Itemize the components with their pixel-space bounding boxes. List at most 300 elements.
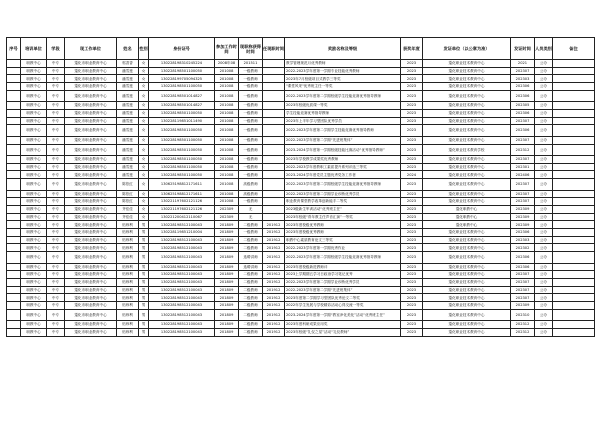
table-cell	[7, 221, 21, 229]
table-row	[7, 205, 595, 213]
table-cell: 柘炜利	[117, 236, 139, 244]
table-cell: 2023	[401, 75, 423, 83]
table-cell: 一级教师	[239, 67, 263, 75]
table-cell	[7, 60, 21, 68]
table-cell: 女	[139, 83, 149, 91]
table-cell: 职教中心	[21, 67, 47, 75]
table-row	[7, 321, 595, 329]
table-cell: 公办	[535, 294, 553, 302]
table-cell	[263, 83, 285, 91]
table-cell: 中专	[47, 213, 65, 221]
table-cell: 男	[139, 229, 149, 237]
table-row	[7, 309, 595, 321]
table-cell: 郭香香	[117, 60, 139, 68]
table-cell: 2022-2023学年度第二学期学生技能竞赛优秀指导教师	[285, 125, 401, 137]
table-cell	[7, 75, 21, 83]
table-cell: 202306	[511, 252, 535, 264]
table-cell	[7, 252, 21, 264]
table-cell: 202305	[511, 102, 535, 110]
table-cell: 2023	[401, 163, 423, 171]
table-cell	[553, 75, 595, 83]
table-cell: 201008	[215, 67, 239, 75]
table-cell: 柘炜利	[117, 263, 139, 271]
table-cell: 二级教师	[239, 294, 263, 302]
table-cell: 202306	[511, 229, 535, 237]
table-cell: 130228198512100043	[149, 236, 215, 244]
table-cell: 潘雪莲	[117, 125, 139, 137]
table-cell	[7, 205, 21, 213]
table-cell: 齐佳佳	[117, 205, 139, 213]
table-cell: 202406	[511, 171, 535, 179]
table-cell: 职教中心	[21, 60, 47, 68]
table-row	[7, 252, 595, 264]
table-cell: 2023	[401, 136, 423, 144]
table-cell	[553, 179, 595, 191]
table-cell	[553, 163, 595, 171]
table-cell: 职教中心	[21, 302, 47, 310]
table-cell: 2023-2024学年度党员主题优秀党务工作者	[285, 171, 401, 179]
table-cell: 蓬化市职业教育中心	[65, 144, 117, 156]
table-cell: 公办	[535, 102, 553, 110]
table-cell	[553, 321, 595, 329]
column-header: 备注	[553, 38, 595, 60]
table-cell: 130228198512100043	[149, 252, 215, 264]
table-cell: 柘炜利	[117, 309, 139, 321]
table-cell: 2022-2023学年度第二学期学业诊断优秀学员	[285, 190, 401, 198]
table-row	[7, 213, 595, 221]
table-cell: 中专	[47, 125, 65, 137]
table-cell: 130228198501100050	[149, 171, 215, 179]
table-cell	[263, 156, 285, 164]
table-row	[7, 67, 595, 75]
table-cell: 职教中心	[21, 171, 47, 179]
table-cell: 2023	[401, 263, 423, 271]
table-cell	[553, 286, 595, 294]
table-cell: 2023	[401, 244, 423, 252]
table-cell	[553, 136, 595, 144]
table-cell: 130228119851210004	[149, 229, 215, 237]
table-cell	[553, 60, 595, 68]
table-cell: 公办	[535, 198, 553, 206]
table-row	[7, 328, 595, 336]
table-cell: 130228198310245224	[149, 60, 215, 68]
table-cell	[553, 156, 595, 164]
table-cell: 2022-2023学年度第二学期学业诊断优秀学员	[285, 278, 401, 286]
table-cell: 蓬化职业技术教育中心	[423, 321, 511, 329]
table-cell: 中专	[47, 90, 65, 102]
table-cell: 202312	[511, 328, 535, 336]
table-cell	[263, 198, 285, 206]
table-cell	[553, 125, 595, 137]
table-cell: 202309	[215, 213, 239, 221]
table-cell: 201912	[263, 229, 285, 237]
table-cell: 女	[139, 109, 149, 117]
table-cell: 潘雪莲	[117, 102, 139, 110]
table-row	[7, 221, 595, 229]
table-cell: 蓬化职业技术教育中心	[423, 294, 511, 302]
table-cell: 公办	[535, 286, 553, 294]
table-cell: 公办	[535, 252, 553, 264]
table-cell: 职教中心	[21, 125, 47, 137]
table-cell	[263, 102, 285, 110]
table-cell	[553, 171, 595, 179]
table-cell: 蓬化职业技术教育中心	[423, 117, 511, 125]
table-cell: 柘炜利	[117, 271, 139, 279]
table-cell: 蓬化市职业教育中心	[65, 90, 117, 102]
table-cell: 职教中心	[21, 294, 47, 302]
table-cell: 202307	[511, 271, 535, 279]
table-cell: 公办	[535, 156, 553, 164]
table-row	[7, 144, 595, 156]
table-cell: 蓬化职业技术教育中心	[423, 102, 511, 110]
table-cell: 职教中心	[21, 271, 47, 279]
table-cell: 公办	[535, 205, 553, 213]
table-cell	[553, 144, 595, 156]
table-cell: 蓬化市职业教育中心	[65, 190, 117, 198]
table-cell: 2023年校级优质课一等奖	[285, 102, 401, 110]
table-cell: 201008	[215, 144, 239, 156]
table-cell: 中专	[47, 244, 65, 252]
table-cell: 2023	[401, 294, 423, 302]
table-cell: 2023	[401, 83, 423, 91]
table-cell: 2023年度科研成果应用奖	[285, 321, 401, 329]
table-cell: 2023	[401, 309, 423, 321]
table-cell: 二级教师	[239, 321, 263, 329]
table-cell: 201809	[215, 286, 239, 294]
table-cell: 蓬化市职业教育中心	[65, 205, 117, 213]
table-cell: 2023年度校级优秀教师	[285, 221, 401, 229]
table-cell: 中专	[47, 271, 65, 279]
table-cell: 柘炜利	[117, 286, 139, 294]
table-cell: 202307	[511, 117, 535, 125]
table-row	[7, 75, 595, 83]
table-cell: 公办	[535, 117, 553, 125]
table-cell: 中专	[47, 109, 65, 117]
table-cell: 蓬化市职业教育中心	[65, 328, 117, 336]
table-cell: 一级教师	[239, 83, 263, 91]
table-cell: 女	[139, 75, 149, 83]
table-cell: 陈依红	[117, 198, 139, 206]
table-cell	[7, 109, 21, 117]
table-cell	[263, 109, 285, 117]
table-cell: 201912	[263, 236, 285, 244]
column-header: 参加工作时间	[215, 38, 239, 60]
table-cell	[7, 179, 21, 191]
table-cell: 公办	[535, 302, 553, 310]
table-cell: 蓬化市职业教育中心	[65, 198, 117, 206]
table-cell: 中专	[47, 252, 65, 264]
table-cell: 2023年校级“礼仪之星”活动“礼仪教师”	[285, 328, 401, 336]
table-cell: 女	[139, 179, 149, 191]
table-cell: 二级教师	[239, 328, 263, 336]
table-cell: 职教中心	[21, 117, 47, 125]
table-cell: 柘炜利	[117, 252, 139, 264]
table-cell: 201008	[215, 109, 239, 117]
table-cell	[263, 179, 285, 191]
table-cell: 蓬化职业技术教育中心	[423, 286, 511, 294]
table-cell: 职教中心	[21, 278, 47, 286]
table-cell	[553, 271, 595, 279]
table-cell: 男	[139, 263, 149, 271]
table-cell: 蓬化职业技术教育中心	[423, 328, 511, 336]
table-row	[7, 286, 595, 294]
table-row	[7, 179, 595, 191]
table-row	[7, 163, 595, 171]
table-cell: 201008	[215, 163, 239, 171]
table-cell: 2023	[401, 236, 423, 244]
table-cell: 职教中心	[21, 263, 47, 271]
table-cell: 201912	[263, 302, 285, 310]
table-cell	[7, 136, 21, 144]
table-cell: 公办	[535, 190, 553, 198]
table-cell: 中专	[47, 302, 65, 310]
table-cell: 蓬化市职业教育中心	[65, 67, 117, 75]
table-cell: 2022-2023学年度第一学期优秀作业	[285, 244, 401, 252]
table-cell: 中专	[47, 171, 65, 179]
table-cell	[553, 109, 595, 117]
table-cell: 中专	[47, 75, 65, 83]
table-row	[7, 229, 595, 237]
table-cell: 中专	[47, 278, 65, 286]
table-cell: 蓬化职业技术教育中心	[423, 198, 511, 206]
table-cell: 公办	[535, 229, 553, 237]
table-cell: 职教中心	[21, 328, 47, 336]
table-cell	[553, 90, 595, 102]
table-cell: 蓬化市职业教育中心	[65, 286, 117, 294]
table-cell: 201809	[215, 236, 239, 244]
table-cell: 潘雪莲	[117, 144, 139, 156]
table-cell: 201008	[215, 136, 239, 144]
table-cell: 202309	[511, 221, 535, 229]
table-cell	[263, 205, 285, 213]
table-cell: 蓬化职业技术教育中心	[423, 83, 511, 91]
table-cell: 蓬化市职业教育中心	[65, 213, 117, 221]
table-cell	[7, 144, 21, 156]
table-cell: 2022-2023学年度第二学期校级学生技能竞赛优秀指导教师	[285, 252, 401, 264]
table-cell	[7, 213, 21, 221]
table-cell	[263, 90, 285, 102]
table-cell: 202309	[511, 205, 535, 213]
table-cell	[7, 244, 21, 252]
table-cell: 2023	[401, 271, 423, 279]
table-cell: 201912	[263, 221, 285, 229]
table-cell: 职教中心	[21, 190, 47, 198]
table-cell	[553, 83, 595, 91]
table-cell: 公办	[535, 271, 553, 279]
column-header: 发证时间	[511, 38, 535, 60]
table-cell: 教学管理规范月优秀教师	[285, 60, 401, 68]
table-cell: 130228198501100050	[149, 163, 215, 171]
table-cell: 202307	[511, 286, 535, 294]
table-cell: 中专	[47, 190, 65, 198]
table-cell: 二级教师	[239, 302, 263, 310]
table-cell: 女	[139, 163, 149, 171]
table-cell: 二级教师	[239, 221, 263, 229]
table-cell	[263, 144, 285, 156]
table-cell: 202302	[511, 244, 535, 252]
table-cell: 202309	[215, 205, 239, 213]
table-cell	[553, 213, 595, 221]
table-cell	[553, 67, 595, 75]
column-header: 奖励名称及等级	[285, 38, 401, 60]
table-cell: 公办	[535, 163, 553, 171]
table-cell	[263, 163, 285, 171]
table-cell: 公办	[535, 109, 553, 117]
table-cell: 蓬化职业技术教育中心	[423, 171, 511, 179]
table-cell: 2023	[401, 117, 423, 125]
table-cell: 201912	[263, 309, 285, 321]
table-row	[7, 263, 595, 271]
table-cell	[553, 302, 595, 310]
table-cell: 2021	[511, 60, 535, 68]
table-cell: 2023	[401, 205, 423, 213]
table-cell: 蓬化市职业教育中心	[65, 60, 117, 68]
table-cell: 职教中心	[21, 75, 47, 83]
table-cell: 202306	[511, 109, 535, 117]
table-row	[7, 60, 595, 68]
table-cell	[7, 171, 21, 179]
table-cell: 陈依红	[117, 190, 139, 198]
table-cell	[7, 198, 21, 206]
table-cell	[263, 117, 285, 125]
table-cell: 130625198812171611	[149, 179, 215, 191]
table-cell: 202306	[511, 125, 535, 137]
table-cell	[7, 321, 21, 329]
table-cell: 中专	[47, 156, 65, 164]
table-cell: 学生技能竞赛优秀指导教师	[285, 109, 401, 117]
table-cell: 男	[139, 294, 149, 302]
table-cell: 蓬化职业技术教育中心	[423, 271, 511, 279]
table-cell: 选聘讲师	[239, 263, 263, 271]
table-cell: 一级教师	[239, 102, 263, 110]
table-cell: 202306	[511, 90, 535, 102]
table-row	[7, 171, 595, 179]
table-cell: 201809	[215, 271, 239, 279]
table-cell: 2023年度第二学期学习型团队优秀论文二等奖	[285, 294, 401, 302]
table-cell: 职业教育课堂教学改革创新能手二等奖	[285, 198, 401, 206]
table-cell: 130228198512100043	[149, 244, 215, 252]
table-cell: 201912	[263, 244, 285, 252]
table-cell: 蓬化市职业教育中心	[65, 252, 117, 264]
table-cell: 柘炜利	[117, 221, 139, 229]
table-cell: 130228198512100043	[149, 286, 215, 294]
table-cell	[7, 190, 21, 198]
table-cell: 2023级新生军训活动“优秀班主任”	[285, 205, 401, 213]
table-cell: 2023	[401, 321, 423, 329]
table-cell: 2023年学校教学成果奖优秀教师	[285, 156, 401, 164]
table-cell: 2023	[401, 125, 423, 137]
table-cell: 202307	[511, 278, 535, 286]
table-cell: 选聘讲师	[239, 252, 263, 264]
table-cell: 一级教师	[239, 109, 263, 117]
table-cell: 公办	[535, 278, 553, 286]
table-cell: 202307	[511, 198, 535, 206]
table-cell	[7, 102, 21, 110]
table-cell: 202307	[511, 179, 535, 191]
table-cell: 201008	[215, 156, 239, 164]
table-cell: 201809	[215, 294, 239, 302]
table-cell: 201912	[263, 263, 285, 271]
table-cell: 中专	[47, 163, 65, 171]
table-cell: 130228119851011490	[149, 117, 215, 125]
table-cell: 130228198512100043	[149, 263, 215, 271]
table-cell: 202306	[511, 83, 535, 91]
table-cell: 2023	[401, 179, 423, 191]
table-cell: 女	[139, 136, 149, 144]
table-cell: 蓬化职业技术教育中心	[423, 156, 511, 164]
table-cell: 职教中心	[21, 286, 47, 294]
table-cell: 公办	[535, 321, 553, 329]
table-cell: 职教中心	[21, 205, 47, 213]
table-cell: 一级教师	[239, 163, 263, 171]
table-cell: 130228198501100050	[149, 144, 215, 156]
table-cell: 公办	[535, 171, 553, 179]
table-cell: 201912	[263, 328, 285, 336]
column-header: 人员类别	[535, 38, 553, 60]
table-cell: 柘炜利	[117, 294, 139, 302]
table-cell: 蓬化市职业教育中心	[65, 236, 117, 244]
table-cell: 职教中心	[21, 213, 47, 221]
table-cell	[7, 117, 21, 125]
table-cell: 一级教师	[239, 171, 263, 179]
table-row	[7, 236, 595, 244]
table-cell: 蓬化职业技术教育中心	[423, 179, 511, 191]
table-cell: 公办	[535, 136, 553, 144]
table-cell: 职教中心	[21, 156, 47, 164]
table-cell	[553, 198, 595, 206]
table-cell: 蓬化职教中心	[423, 221, 511, 229]
table-cell: 202309	[511, 213, 535, 221]
table-cell: 201912	[263, 286, 285, 294]
table-cell	[553, 309, 595, 321]
table-cell: 201008	[215, 198, 239, 206]
table-cell: 2023	[401, 109, 423, 117]
table-cell: 201809	[215, 328, 239, 336]
table-row	[7, 198, 595, 206]
table-cell	[553, 221, 595, 229]
table-cell	[553, 102, 595, 110]
table-cell	[263, 190, 285, 198]
table-cell: 二级教师	[239, 236, 263, 244]
table-cell: 无	[239, 205, 263, 213]
table-cell	[553, 252, 595, 264]
table-cell: 公办	[535, 221, 553, 229]
table-row	[7, 302, 595, 310]
table-cell: 蓬化职业技术教育中心	[423, 252, 511, 264]
table-cell	[553, 244, 595, 252]
column-header: 任现职时间	[263, 38, 285, 60]
table-cell	[7, 328, 21, 336]
table-row	[7, 125, 595, 137]
table-cell: 蓬化职业技术教育中心	[423, 67, 511, 75]
table-cell: 2023	[401, 67, 423, 75]
table-cell: 一级教师	[239, 229, 263, 237]
table-cell: 130228198512100043	[149, 271, 215, 279]
table-cell: 202307	[511, 67, 535, 75]
table-row	[7, 90, 595, 102]
table-cell: 一级教师	[239, 198, 263, 206]
table-cell: 女	[139, 198, 149, 206]
table-cell: 蓬化市职业教育中心	[65, 156, 117, 164]
table-cell	[7, 286, 21, 294]
table-cell: 齐佳佳	[117, 213, 139, 221]
table-cell: 职教中心	[21, 136, 47, 144]
table-cell: 蓬化职教中心	[423, 205, 511, 213]
table-cell: 潘雪莲	[117, 117, 139, 125]
table-cell: 130228198501100050	[149, 67, 215, 75]
table-cell: 蓬化职业技术教育中心	[423, 309, 511, 321]
table-cell: 中专	[47, 294, 65, 302]
